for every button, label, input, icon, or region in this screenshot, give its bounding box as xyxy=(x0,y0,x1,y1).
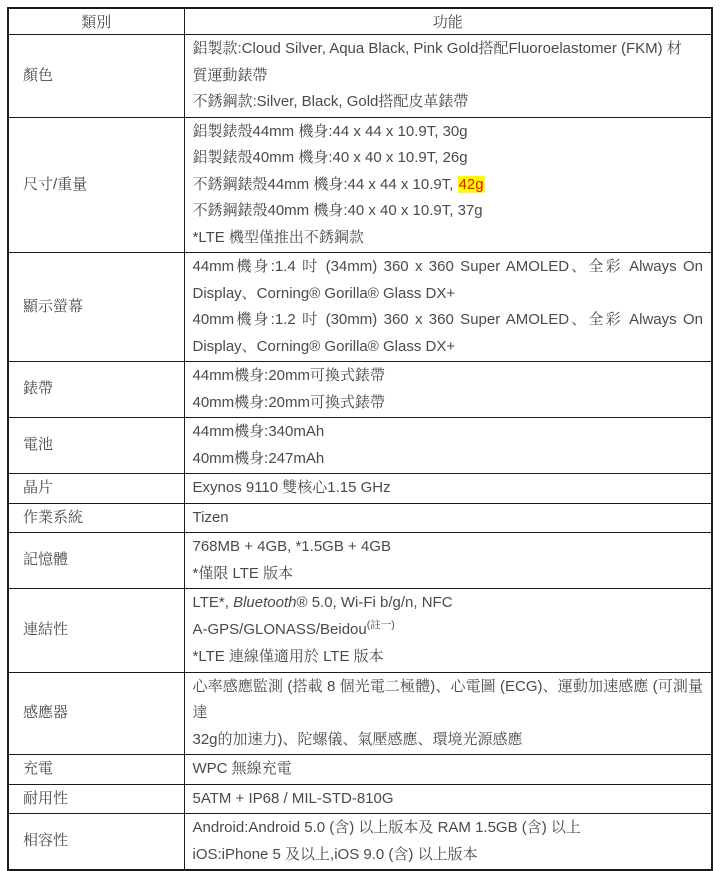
feature-cell xyxy=(184,672,712,755)
spec-line: 不銹鋼款:Silver, Black, Gold搭配皮革錶帶 xyxy=(192,93,469,110)
spec-line: Exynos 9110 雙核心1.15 GHz xyxy=(192,479,391,496)
table-row xyxy=(8,784,712,814)
spec-line: 鋁製錶殼40mm 機身:40 x 40 x 10.9T, 26g xyxy=(192,149,468,166)
table-row xyxy=(8,755,712,785)
feature-cell xyxy=(184,117,712,253)
category-cell: 錶帶 xyxy=(8,362,184,418)
spec-line: WPC 無線充電 xyxy=(192,760,292,777)
spec-line: 40mm機身:20mm可換式錶帶 xyxy=(192,393,386,411)
table-row xyxy=(8,362,712,418)
header-feature: 功能 xyxy=(184,8,712,35)
spec-line: 鋁製款:Cloud Silver, Aqua Black, Pink Gold搭配Fluoroelastomer (FKM) 材 xyxy=(192,40,682,57)
spec-line: 不銹鋼錶殼40mm 機身:40 x 40 x 10.9T, 37g xyxy=(192,202,483,219)
feature-cell xyxy=(184,35,712,118)
table-row xyxy=(8,814,712,871)
spec-line: *僅限 LTE 版本 xyxy=(192,564,294,582)
spec-line: 40mm機身:1.2 吋 (30mm) 360 x 360 Super AMOLED、全彩 Always On xyxy=(192,311,703,328)
header-row xyxy=(8,8,712,35)
feature-cell xyxy=(184,784,712,814)
category-cell: 電池 xyxy=(8,418,184,474)
feature-cell xyxy=(184,503,712,533)
spec-line: LTE*, Bluetooth® 5.0, Wi-Fi b/g/n, NFC xyxy=(192,594,453,611)
sup-text: (註一) xyxy=(366,618,395,631)
table-row xyxy=(8,35,712,118)
category-cell: 晶片 xyxy=(8,474,184,504)
spec-line: Android:Android 5.0 (含) 以上版本及 RAM 1.5GB (含) 以上 xyxy=(192,819,581,836)
spec-line: 44mm機身:1.4 吋 (34mm) 360 x 360 Super AMOLED、全彩 Always On xyxy=(192,258,703,275)
category-cell: 連結性 xyxy=(8,589,184,673)
highlighted-weight: 42g xyxy=(458,175,484,193)
header-category: 類別 xyxy=(8,8,184,35)
table-row xyxy=(8,418,712,474)
spec-line: 鋁製錶殼44mm 機身:44 x 44 x 10.9T, 30g xyxy=(192,122,468,140)
category-cell: 作業系統 xyxy=(8,503,184,533)
category-cell: 相容性 xyxy=(8,814,184,871)
spec-line: 質運動錶帶 xyxy=(192,66,268,84)
spec-line: iOS:iPhone 5 及以上,iOS 9.0 (含) 以上版本 xyxy=(192,845,478,863)
category-cell: 顏色 xyxy=(8,35,184,118)
table-row xyxy=(8,253,712,362)
spec-line: Display、Corning® Gorilla® Glass DX+ xyxy=(192,337,456,355)
feature-cell xyxy=(184,253,712,362)
spec-line: Tizen xyxy=(192,508,229,526)
spec-line: 32g的加速力)、陀螺儀、氣壓感應、環境光源感應 xyxy=(192,730,523,748)
spec-line: *LTE 連線僅適用於 LTE 版本 xyxy=(192,648,384,665)
spec-line: 5ATM + IP68 / MIL-STD-810G xyxy=(192,789,394,807)
table-row xyxy=(8,589,712,673)
italic-text: Bluetooth xyxy=(233,594,297,611)
category-cell: 充電 xyxy=(8,755,184,785)
category-cell: 尺寸/重量 xyxy=(8,117,184,253)
spec-line: *LTE 機型僅推出不銹鋼款 xyxy=(192,228,364,246)
feature-cell xyxy=(184,533,712,589)
feature-cell xyxy=(184,589,712,673)
feature-cell xyxy=(184,474,712,504)
table-row xyxy=(8,503,712,533)
spec-line: 768MB + 4GB, *1.5GB + 4GB xyxy=(192,538,391,555)
spec-sheet xyxy=(7,7,713,871)
feature-cell xyxy=(184,362,712,418)
table-row xyxy=(8,474,712,504)
spec-line: A-GPS/GLONASS/Beidou$^{(註一)}$ xyxy=(192,618,395,638)
spec-table xyxy=(7,7,713,871)
table-row xyxy=(8,672,712,755)
spec-line: 44mm機身:340mAh xyxy=(192,423,325,440)
category-cell: 感應器 xyxy=(8,672,184,755)
category-cell: 顯示螢幕 xyxy=(8,253,184,362)
spec-line: 不銹鋼錶殼44mm 機身:44 x 44 x 10.9T, 42g xyxy=(192,175,484,193)
spec-line: 40mm機身:247mAh xyxy=(192,449,325,467)
table-row xyxy=(8,533,712,589)
feature-cell xyxy=(184,814,712,871)
spec-line: 心率感應監測 (搭載 8 個光電二極體)、心電圖 (ECG)、運動加速感應 (可測量達 xyxy=(192,677,703,721)
table-row xyxy=(8,117,712,253)
spec-line: Display、Corning® Gorilla® Glass DX+ xyxy=(192,284,456,302)
feature-cell xyxy=(184,418,712,474)
spec-table-body xyxy=(8,35,712,871)
feature-cell xyxy=(184,755,712,785)
category-cell: 耐用性 xyxy=(8,784,184,814)
category-cell: 記憶體 xyxy=(8,533,184,589)
spec-line: 44mm機身:20mm可換式錶帶 xyxy=(192,367,386,384)
